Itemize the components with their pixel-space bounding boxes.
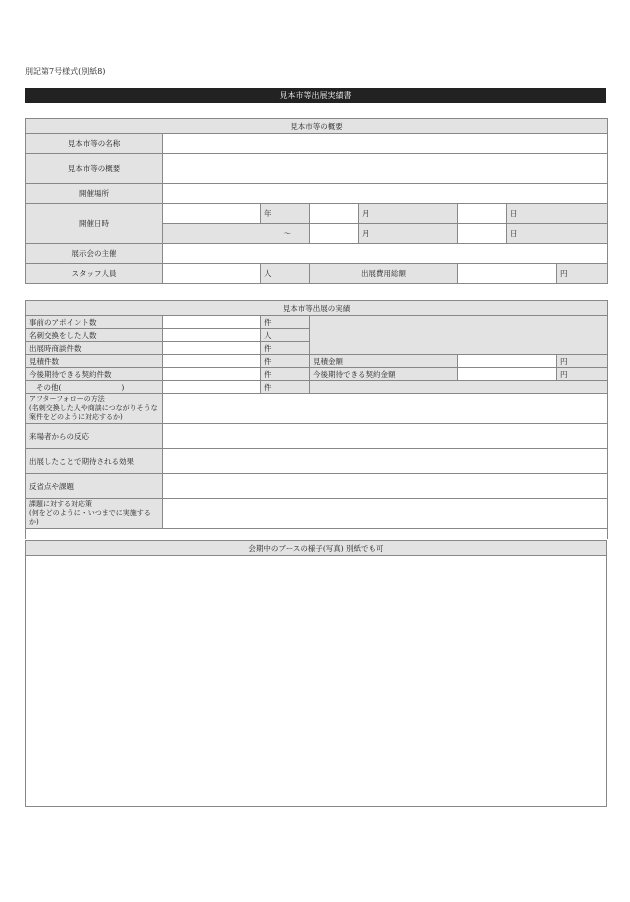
other-unit: 件	[261, 381, 310, 394]
expected-contracts-unit: 件	[261, 368, 310, 381]
followup-label	[26, 394, 163, 424]
total-cost-label: 出展費用総額	[310, 264, 458, 284]
expo-summary-field[interactable]	[163, 154, 608, 184]
end-day-unit: 日	[507, 224, 608, 244]
document-title: 見本市等出展実績書	[25, 88, 606, 103]
expected-amount-label: 今後期待できる契約金額	[310, 368, 458, 381]
results-table	[25, 300, 608, 539]
staff-label: スタッフ人員	[26, 264, 163, 284]
negotiations-field[interactable]	[163, 342, 261, 355]
reactions-label: 来場者からの反応	[26, 424, 163, 449]
estimates-label: 見積件数	[26, 355, 163, 368]
estimate-amount-field[interactable]	[458, 355, 557, 368]
photo-section-title: 会期中のブースの様子(写真) 別紙でも可	[26, 541, 607, 556]
start-year-field[interactable]	[163, 204, 261, 224]
expected-effects-field[interactable]	[163, 449, 608, 474]
start-day-field[interactable]	[458, 204, 507, 224]
staff-field[interactable]	[163, 264, 261, 284]
start-month-field[interactable]	[310, 204, 359, 224]
results-section-title: 見本市等出展の実績	[26, 301, 608, 316]
reflections-label: 反省点や課題	[26, 474, 163, 499]
estimates-field[interactable]	[163, 355, 261, 368]
followup-note: (名刺交換した人や商談につながりそうな案件をどのように対応するか)	[29, 404, 158, 421]
tilde-separator: 〜	[163, 224, 310, 244]
other-shaded	[310, 381, 608, 394]
organizer-field[interactable]	[163, 244, 608, 264]
followup-title: アフターフォローの方法	[29, 395, 105, 403]
expected-contracts-label: 今後期待できる契約件数	[26, 368, 163, 381]
negotiations-label: 出展時商談件数	[26, 342, 163, 355]
business-cards-unit: 人	[261, 329, 310, 342]
business-cards-label: 名刺交換をした人数	[26, 329, 163, 342]
expected-amount-unit: 円	[557, 368, 608, 381]
expo-name-field[interactable]	[163, 134, 608, 154]
year-unit: 年	[261, 204, 310, 224]
staff-unit: 人	[261, 264, 310, 284]
overview-section-title: 見本市等の概要	[26, 119, 608, 134]
countermeasures-label	[26, 499, 163, 529]
expo-name-label: 見本市等の名称	[26, 134, 163, 154]
day-unit: 日	[507, 204, 608, 224]
reactions-field[interactable]	[163, 424, 608, 449]
expected-amount-field[interactable]	[458, 368, 557, 381]
reflections-field[interactable]	[163, 474, 608, 499]
organizer-label: 展示会の主催	[26, 244, 163, 264]
appointments-unit: 件	[261, 316, 310, 329]
end-month-field[interactable]	[310, 224, 359, 244]
end-month-unit: 月	[359, 224, 458, 244]
other-label: その他( )	[26, 381, 163, 394]
spacer-row	[26, 529, 608, 540]
total-cost-unit: 円	[557, 264, 608, 284]
other-field[interactable]	[163, 381, 261, 394]
photo-table	[25, 540, 607, 807]
end-day-field[interactable]	[458, 224, 507, 244]
venue-label: 開催場所	[26, 184, 163, 204]
countermeasures-field[interactable]	[163, 499, 608, 529]
total-cost-field[interactable]	[458, 264, 557, 284]
countermeasures-note: (何をどのように・いつまでに実施するか)	[29, 509, 151, 526]
venue-field[interactable]	[163, 184, 608, 204]
estimate-amount-unit: 円	[557, 355, 608, 368]
negotiations-unit: 件	[261, 342, 310, 355]
estimates-unit: 件	[261, 355, 310, 368]
expo-summary-label: 見本市等の概要	[26, 154, 163, 184]
followup-field[interactable]	[163, 394, 608, 424]
dates-label: 開催日時	[26, 204, 163, 244]
expected-contracts-field[interactable]	[163, 368, 261, 381]
expected-effects-label: 出展したことで期待される効果	[26, 449, 163, 474]
estimate-amount-label: 見積金額	[310, 355, 458, 368]
business-cards-field[interactable]	[163, 329, 261, 342]
month-unit: 月	[359, 204, 458, 224]
appointments-label: 事前のアポイント数	[26, 316, 163, 329]
appointments-field[interactable]	[163, 316, 261, 329]
form-number: 別記第7号様式(別紙8)	[25, 67, 106, 76]
photo-area[interactable]	[26, 556, 607, 807]
countermeasures-title: 課題に対する対応策	[29, 500, 92, 508]
shaded-block	[310, 316, 608, 355]
overview-table	[25, 118, 608, 284]
